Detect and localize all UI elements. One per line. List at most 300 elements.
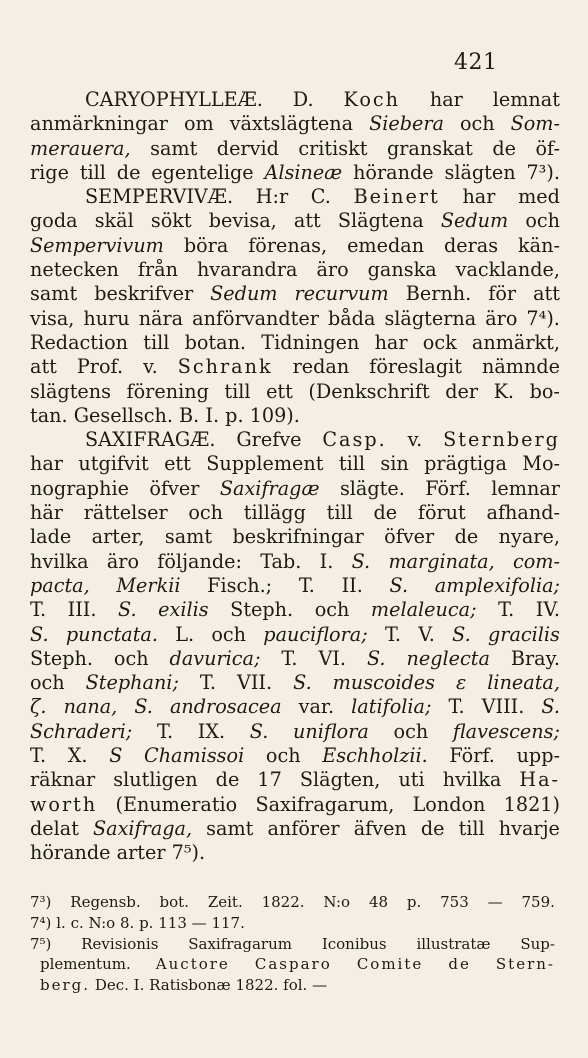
word: 1822. [235, 976, 279, 995]
word: Bernh. [405, 282, 472, 306]
word: till [143, 330, 170, 354]
word: critiskt [298, 136, 368, 160]
word: och [211, 622, 247, 646]
word: ett [164, 452, 191, 476]
genus-name: merauera, [30, 136, 131, 160]
species-name: S. [452, 622, 471, 646]
word: 1821) [503, 792, 560, 816]
text-line [30, 452, 560, 476]
word: ock [422, 330, 457, 354]
text-line [30, 598, 560, 622]
text-line [30, 209, 560, 233]
word: var. [298, 695, 335, 719]
word: har [374, 330, 408, 354]
word: tan. [30, 403, 68, 427]
species-name: davurica; [169, 646, 261, 670]
text-line [30, 841, 560, 865]
text-line [30, 550, 560, 574]
species-name: S. [366, 646, 386, 670]
text-line [30, 647, 560, 671]
word: vacklande, [455, 258, 560, 282]
word: — [312, 976, 328, 995]
word: dervid [216, 136, 279, 160]
section-heading-saxifragae: SAXIFRAGÆ. [85, 428, 216, 452]
word: T. [156, 719, 174, 743]
species-name: latifolia; [351, 695, 432, 719]
species-name: marginata, [388, 549, 495, 573]
text-line [30, 793, 560, 817]
word: IX. [197, 719, 226, 743]
word: delat [30, 816, 79, 840]
word: att [30, 355, 57, 379]
word: goda [30, 209, 78, 233]
species-name: S. [389, 573, 409, 597]
word: till [326, 501, 353, 525]
word: till [458, 816, 485, 840]
species-name: androsacea [169, 695, 282, 719]
word: kän- [518, 233, 560, 257]
word: L. [175, 622, 195, 646]
word: hvarje [498, 816, 560, 840]
word: N:o [323, 893, 351, 911]
word: arter [116, 841, 166, 865]
word: bot. [159, 893, 189, 911]
body-text [30, 88, 560, 866]
word: granskat [386, 136, 473, 160]
text-line [30, 88, 560, 112]
word: p. [225, 403, 244, 427]
text-line [30, 355, 560, 379]
word: Ratisbonæ [149, 976, 231, 995]
word: från [137, 258, 178, 282]
species-name: melaleuca; [370, 598, 477, 622]
word: de [448, 955, 471, 974]
word: ganska [367, 258, 437, 282]
word: Slägtena [337, 209, 424, 233]
author-name: berg. [40, 976, 91, 995]
word: anmärkningar [30, 112, 168, 136]
footnote-line [30, 975, 555, 996]
word: Sup- [520, 934, 555, 953]
text-line [30, 137, 560, 161]
word: (Denkschrift [308, 379, 430, 403]
word: emedan [347, 233, 425, 257]
word: egentelige [151, 160, 254, 184]
word: och [459, 112, 495, 136]
word: sökt [150, 209, 192, 233]
word: tillägg [243, 501, 306, 525]
word: sin [380, 452, 409, 476]
species-name: punctata. [65, 622, 158, 646]
word: v. [407, 428, 423, 452]
word: och [265, 744, 301, 768]
word: föreslagit [369, 355, 462, 379]
word: 759. [521, 893, 555, 911]
word: lade [30, 525, 72, 549]
word: om [183, 112, 214, 136]
word: hörande [353, 160, 434, 184]
word: har [462, 185, 496, 209]
word: B. [179, 403, 200, 427]
word: p. [139, 913, 154, 932]
word: Dec. [94, 976, 129, 995]
species-name: recurvum [294, 282, 389, 306]
word: afhand- [486, 501, 560, 525]
genus-name: Saxifragæ [219, 476, 320, 500]
word: med [518, 185, 560, 209]
word: p. [406, 893, 422, 911]
text-line [30, 623, 560, 647]
author-name: worth [30, 792, 98, 816]
word: de [492, 136, 516, 160]
word: Saxifragarum [188, 934, 292, 953]
word: här [30, 501, 63, 525]
text-line [30, 525, 560, 549]
word: samt [30, 282, 78, 306]
word: Förf. [425, 476, 471, 500]
word: äro [316, 258, 349, 282]
genus-name: Saxifraga, [93, 816, 193, 840]
word: Redaction [30, 330, 129, 354]
word: rättelser [83, 501, 168, 525]
species-name: ζ. [30, 695, 47, 719]
author-name: Beinert [353, 185, 440, 209]
author-name: Stern- [495, 955, 555, 974]
word: nyare, [498, 525, 560, 549]
author-name: Ha- [519, 768, 560, 792]
page-number: 421 [454, 50, 498, 75]
word: de [116, 160, 141, 184]
species-name: lineata, [487, 671, 560, 695]
word: till [224, 379, 251, 403]
word: Revisionis [81, 934, 159, 953]
word: böra [183, 233, 229, 257]
word: de [215, 768, 240, 792]
word: Gesellsch. [73, 403, 173, 427]
word: förut [417, 501, 466, 525]
word: prägtiga [424, 452, 507, 476]
word: hvarandra [196, 258, 298, 282]
footnote-ref: 7⁴). [526, 306, 560, 330]
word: illustratæ [416, 934, 491, 953]
word: Comite [356, 955, 424, 974]
text-line [30, 477, 560, 501]
word: till [79, 160, 106, 184]
word: båda [327, 306, 376, 330]
genus-name: Siebera [369, 112, 444, 136]
word: arter, [91, 525, 145, 549]
word: anmärkt, [471, 330, 560, 354]
word: hörande [30, 841, 111, 865]
footnote-marker: 7³) [30, 893, 52, 911]
footnote-line [30, 934, 555, 955]
word: Bray. [510, 646, 560, 670]
word: rige [30, 160, 69, 184]
word: beskrifver [94, 282, 194, 306]
word: de [373, 501, 398, 525]
word: öfver [149, 476, 200, 500]
text-line [30, 720, 560, 744]
word: Steph. [230, 598, 294, 622]
word: der [445, 379, 479, 403]
word: T. [199, 671, 216, 695]
word: beskrifningar [232, 525, 364, 549]
word: Regensb. [70, 893, 141, 911]
word: bevisa, [208, 209, 277, 233]
word: ett [266, 379, 293, 403]
word: VI. [318, 646, 346, 670]
text-line [30, 234, 560, 258]
word: visa, [30, 306, 75, 330]
word: hvilka [30, 549, 89, 573]
word: nämnde [482, 355, 560, 379]
word: T. [281, 646, 298, 670]
word: N:o [88, 913, 116, 932]
word: följande: [157, 549, 242, 573]
word: och [30, 671, 65, 695]
footnotes [30, 892, 555, 996]
species-name: Chamissoi [144, 744, 245, 768]
word: 109). [249, 403, 300, 427]
text-line [30, 282, 560, 306]
text-line [30, 307, 560, 331]
word: anförer [267, 816, 340, 840]
word: T. [30, 598, 47, 622]
word: uti [398, 768, 425, 792]
word: Auctore [155, 955, 230, 974]
word: Steph. [30, 646, 93, 670]
word: Iconibus [321, 934, 387, 953]
author-name: Casparo [254, 955, 332, 974]
word: Supplement [206, 452, 324, 476]
species-name: Sedum [210, 282, 278, 306]
word: bo- [529, 379, 560, 403]
word: — [487, 893, 503, 911]
word: I. [205, 403, 220, 427]
word: slägte. [339, 476, 405, 500]
word: Fisch.; [207, 573, 273, 597]
genus-name: Sedum [440, 209, 509, 233]
word: 8. [119, 913, 135, 932]
species-name: uniflora [293, 719, 369, 743]
word: Zeit. [207, 893, 243, 911]
word: och [188, 501, 224, 525]
word: äro [106, 549, 139, 573]
word: redan [292, 355, 350, 379]
word: anförvandter [192, 306, 319, 330]
species-name: S. [134, 695, 153, 719]
word: l. [56, 913, 66, 932]
word: VII. [236, 671, 273, 695]
footnote-line [30, 954, 555, 975]
species-name: flavescens; [452, 719, 560, 743]
word: — [191, 913, 207, 932]
word: öf- [535, 136, 560, 160]
word: X. [67, 744, 88, 768]
species-name: S. [351, 549, 371, 573]
word: I. [133, 976, 145, 995]
text-line [30, 112, 560, 136]
species-name: gracilis [487, 622, 560, 646]
species-name: pacta, [30, 573, 90, 597]
species-name: Merkii [116, 573, 181, 597]
word: Tab. [260, 549, 302, 573]
word: T. [298, 573, 315, 597]
species-name: com- [513, 549, 560, 573]
genus-name: Sempervivum [30, 233, 164, 257]
species-name: Eschholzii. [322, 744, 428, 768]
word: c. [70, 913, 84, 932]
author-name: Koch [343, 88, 400, 111]
word: T. [498, 598, 515, 622]
word: och [314, 598, 350, 622]
word: Prof. [76, 355, 124, 379]
word: T. [30, 744, 47, 768]
word: samt [150, 136, 198, 160]
word: huru [83, 306, 130, 330]
word: 48 [368, 893, 389, 911]
footnote-ref: 7⁵). [171, 841, 206, 865]
text-line [30, 671, 560, 695]
word: att [293, 209, 321, 233]
genus-name: Som- [510, 112, 560, 136]
text-line [30, 258, 560, 282]
word: samt [206, 816, 254, 840]
word: 753 [440, 893, 469, 911]
word: V. [418, 622, 435, 646]
word: 117. [211, 913, 245, 932]
species-name: ε [456, 671, 467, 695]
word: växtslägtena [229, 112, 354, 136]
word: plementum. [40, 955, 131, 974]
word: har [429, 88, 463, 111]
footnote-marker: 7⁵) [30, 934, 52, 953]
species-name: muscoides [332, 671, 435, 695]
footnote-line [30, 892, 555, 913]
word: D. [292, 88, 314, 111]
word: 17 [257, 768, 282, 792]
word: slägterna [384, 306, 477, 330]
word: de [420, 816, 445, 840]
author-name: Schrank [177, 355, 273, 379]
text-line [30, 380, 560, 404]
word: v. [143, 355, 158, 379]
footnote-marker: 7⁴) [30, 913, 52, 932]
word: (Enumeratio [115, 792, 238, 816]
word: och [113, 646, 149, 670]
text-line [30, 817, 560, 841]
word: de [454, 525, 479, 549]
word: utgifvit [78, 452, 149, 476]
word: nära [138, 306, 184, 330]
word: nographie [30, 476, 129, 500]
word: I. [319, 549, 334, 573]
species-name: pauciflora; [263, 622, 368, 646]
word: samt [164, 525, 213, 549]
footnote-ref: 7³). [526, 160, 560, 184]
species-name: amplexifolia; [434, 573, 560, 597]
species-name: S. [30, 622, 49, 646]
word: VIII. [481, 695, 525, 719]
species-name: exilis [158, 598, 209, 622]
text-line [30, 574, 560, 598]
word: förenas, [248, 233, 328, 257]
word: för [488, 282, 517, 306]
word: att [533, 282, 560, 306]
word: 113 [158, 913, 187, 932]
word: öfver [384, 525, 435, 549]
word: Grefve [236, 428, 302, 452]
word: London [412, 792, 486, 816]
text-line [30, 161, 560, 185]
word: Tidningen [261, 330, 360, 354]
species-name: nana, [63, 695, 118, 719]
section-heading-caryophylleae: CARYOPHYLLEÆ. [85, 88, 263, 111]
species-name: S. [541, 695, 560, 719]
author-name: Casp. [322, 428, 387, 452]
word: C. [310, 185, 331, 209]
word: hvilka [442, 768, 502, 792]
word: T. [448, 695, 465, 719]
word: slägten [444, 160, 516, 184]
species-name: S. [118, 598, 137, 622]
word: T. [384, 622, 402, 646]
word: äro [485, 306, 518, 330]
word: skäl [94, 209, 134, 233]
word: och [393, 719, 429, 743]
word: deras [444, 233, 499, 257]
word: III. [67, 598, 97, 622]
word: 1822. [261, 893, 305, 911]
word: Slägten, [299, 768, 381, 792]
word: IV. [535, 598, 560, 622]
word: Mo- [522, 452, 560, 476]
word: upp- [516, 744, 560, 768]
word: lemnat [492, 88, 560, 111]
word: slutligen [113, 768, 198, 792]
text-line [30, 744, 560, 768]
word: räknar [30, 768, 96, 792]
word: H:r [255, 185, 289, 209]
word: Förf. [449, 744, 495, 768]
text-line [30, 428, 560, 452]
text-line [30, 768, 560, 792]
word: har [30, 452, 63, 476]
word: K. [493, 379, 515, 403]
word: Saxifragarum, [255, 792, 395, 816]
author-name: Sternberg [443, 428, 560, 452]
text-line [30, 331, 560, 355]
word: slägtens [30, 379, 111, 403]
species-name: S [109, 744, 123, 768]
word: förening [126, 379, 209, 403]
word: till [338, 452, 365, 476]
word: fol. [283, 976, 308, 995]
word: lemnar [491, 476, 560, 500]
section-heading-semperviviae: SEMPERVIVÆ. [85, 185, 234, 209]
footnote-line [30, 913, 555, 934]
text-line [30, 185, 560, 209]
word: netecken [30, 258, 119, 282]
text-line [30, 404, 560, 428]
word: botan. [184, 330, 247, 354]
genus-name: Alsineæ [264, 160, 343, 184]
word: II. [341, 573, 363, 597]
text-line [30, 501, 560, 525]
species-name: S. [293, 671, 312, 695]
word: och [525, 209, 560, 233]
species-name: S. [249, 719, 269, 743]
